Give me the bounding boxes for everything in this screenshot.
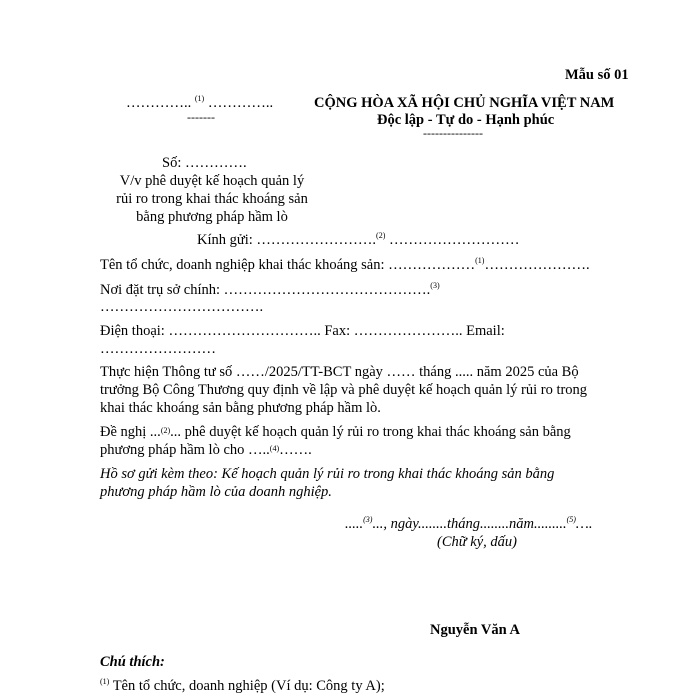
signer-name: Nguyễn Văn A bbox=[430, 622, 520, 638]
recipient-line bbox=[197, 232, 520, 249]
organization-name-line bbox=[100, 257, 590, 274]
request-footnote-ref-2: (2) bbox=[160, 426, 171, 435]
date-footnote-ref-5: (5) bbox=[566, 515, 576, 524]
headquarters-line bbox=[100, 282, 440, 299]
contact-continuation: …………………… bbox=[100, 341, 216, 357]
organization-name-placeholder: …………………. bbox=[484, 257, 590, 273]
date-placeholder: ..., ngày........tháng........năm......... bbox=[372, 516, 567, 532]
subject-line-1: V/v phê duyệt kế hoạch quản lý bbox=[119, 173, 305, 189]
recipient-label: Kính gửi: ……………………. bbox=[197, 232, 377, 248]
headquarters-footnote-ref: (3) bbox=[430, 281, 440, 290]
date-line bbox=[345, 516, 592, 533]
request-text-end: ……. bbox=[279, 442, 312, 458]
notes-title: Chú thích: bbox=[100, 654, 165, 670]
date-line-end: …. bbox=[575, 516, 593, 532]
org-footnote-ref: (1) bbox=[194, 94, 205, 103]
national-motto: Độc lập - Tự do - Hạnh phúc bbox=[377, 112, 555, 128]
document-subject bbox=[82, 172, 342, 226]
headquarters-continuation: ……………………………. bbox=[100, 299, 264, 315]
recipient-footnote-ref: (2) bbox=[376, 231, 386, 240]
date-footnote-ref-3: (3) bbox=[363, 515, 373, 524]
headquarters-label: Nơi đặt trụ sở chính: ……………………………………. bbox=[100, 282, 431, 298]
attachment-paragraph: Hồ sơ gửi kèm theo: Kế hoạch quản lý rủi ro trong khai thác khoáng sản bằng phương pháp hầm lò của doanh nghiệp. bbox=[100, 466, 555, 500]
form-number: Mẫu số 01 bbox=[565, 67, 629, 83]
request-text-middle: ... phê duyệt kế hoạch quản lý rủi ro trong khai thác khoáng sản bằng phương pháp hầm lò cho ….. bbox=[100, 424, 571, 458]
recipient-placeholder: ……………………… bbox=[385, 232, 520, 248]
request-text-start: Đề nghị ... bbox=[100, 424, 161, 440]
organization-name-footnote-ref: (1) bbox=[475, 256, 485, 265]
legal-basis-paragraph: Thực hiện Thông tư số ……/2025/TT-BCT ngày …… tháng ..... năm 2025 của Bộ trưởng Bộ Công Thương quy định về lập và phê duyệt kế hoạch quản lý rủi ro trong khai thác khoáng sản bằng phương pháp hầm lò. bbox=[100, 364, 588, 416]
note-1-text: Tên tổ chức, doanh nghiệp (Ví dụ: Công ty A); bbox=[109, 678, 385, 694]
organization-name-label: Tên tổ chức, doanh nghiệp khai thác khoáng sản: ……………… bbox=[100, 257, 476, 273]
request-paragraph bbox=[100, 423, 595, 459]
note-1 bbox=[100, 678, 385, 695]
document-number: Số: …………. bbox=[162, 155, 247, 171]
subject-line-2: rủi ro trong khai thác khoáng sản bbox=[116, 191, 308, 207]
org-placeholder-left: ………….. bbox=[126, 95, 192, 111]
contact-line: Điện thoại: ………………………….. Fax: ………………….. Email: bbox=[100, 323, 505, 339]
note-1-ref: (1) bbox=[100, 677, 110, 686]
subject-line-3: bằng phương pháp hầm lò bbox=[136, 209, 288, 225]
country-title: CỘNG HÒA XÃ HỘI CHỦ NGHĨA VIỆT NAM bbox=[314, 95, 615, 111]
date-place-placeholder: ..... bbox=[345, 516, 364, 532]
motto-underline: --------------- bbox=[423, 126, 483, 140]
org-header-dash: ------- bbox=[187, 110, 215, 124]
signature-hint: (Chữ ký, dấu) bbox=[437, 534, 517, 550]
request-footnote-ref-4: (4) bbox=[269, 444, 280, 453]
org-placeholder-right: ………….. bbox=[207, 95, 274, 111]
